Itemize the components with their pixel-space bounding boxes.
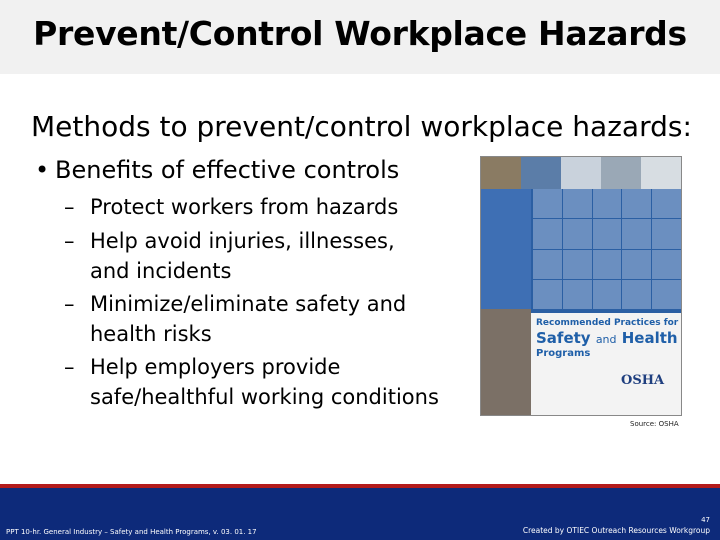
slide-number: 47 [701,516,710,524]
footer-credit: Created by OTIEC Outreach Resources Workgroup [522,526,710,535]
footer-accent-line [0,484,720,488]
osha-logo: OSHA [621,373,665,388]
dash-1: – [64,195,75,219]
sub-bullet-1 [64,192,398,222]
cover-safety-health: Safety and Health [536,329,678,347]
slide-heading: Methods to prevent/control workplace hazards: [31,110,692,143]
bullet-text: Benefits of effective controls [55,156,400,184]
cover-title-panel [531,313,681,415]
sub-bullet-4-line-2: safe/healthful working conditions [90,385,439,409]
sub-bullet-2-line-2: and incidents [90,259,232,283]
dash-2: – [64,229,75,253]
bullet-item [35,156,399,184]
cover-side-strip [481,189,531,309]
sub-bullet-2-line-1: Help avoid injuries, illnesses, [90,229,395,253]
dash-4: – [64,355,75,379]
sub-bullet-2 [64,226,395,286]
sub-bullet-4-line-1: Help employers provide [90,355,341,379]
sub-bullet-1-line-1: Protect workers from hazards [90,195,399,219]
sub-bullet-4 [64,352,439,412]
footer-course-title: PPT 10-hr. General Industry – Safety and Health Programs, v. 03. 01. 17 [6,528,257,536]
sub-bullet-3 [64,289,406,349]
image-source: Source: OSHA [630,420,679,428]
dash-3: – [64,292,75,316]
cover-photo-strip [481,157,681,189]
cover-line-1: Recommended Practices for [536,318,679,328]
osha-publication-cover-image [480,156,682,416]
sub-bullet-3-line-2: health risks [90,322,212,346]
slide-title: Prevent/Control Workplace Hazards [33,14,687,53]
cover-programs: Programs [536,348,591,359]
cover-icon-grid [533,189,681,309]
sub-bullet-3-line-1: Minimize/eliminate safety and [90,292,407,316]
cover-worker-photo [481,309,531,415]
bullet-dot: • [35,156,50,184]
